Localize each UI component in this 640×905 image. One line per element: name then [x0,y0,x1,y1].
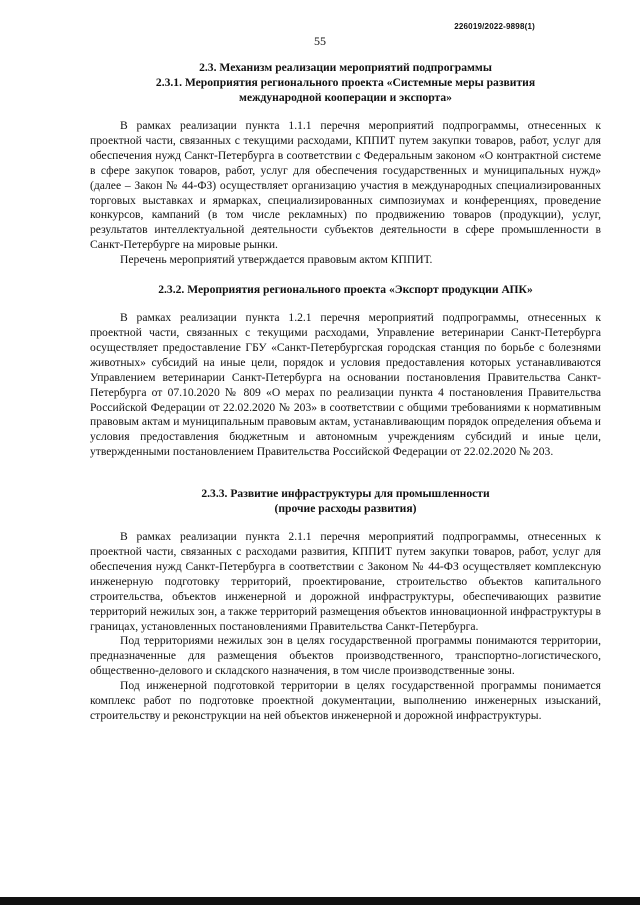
section-2-3-1-heading-cont: международной кооперации и экспорта» [239,91,452,104]
section-2-3-3-paragraph: В рамках реализации пункта 2.1.1 перечня мероприятий подпрограммы, отнесенных к проектной части, связанных с расходами развития, КППИТ путем закупки товаров, работ, услуг для обеспечения нужд Санкт-Петербурга в соответствии с Законом № 44-ФЗ осуществляет комплексную инженерную подготовку территорий, проектирование, строительство объектов капитального строительства, объектов инженерной и дорожной инфраструктуры, обеспечивающих развитие территорий нежилых зон, а также территорий размещения объектов инновационной инфраструктуры в границах, установленных постановлениями Правительства Санкт-Петербурга. [90,530,601,633]
section-2-3-heading: 2.3. Механизм реализации мероприятий подпрограммы [199,61,492,74]
document-body [90,60,601,724]
section-2-3-1-heading: 2.3.1. Мероприятия регионального проекта «Системные меры развития [155,76,536,89]
section-2-3-1-paragraph-2: Перечень мероприятий утверждается правовым актом КППИТ. [120,253,433,267]
scan-edge-bar [0,897,640,905]
section-2-3-3-paragraph-2: Под территориями нежилых зон в целях государственной программы понимаются территории, предназначенные для размещения объектов производственного, транспортно-логистического, общественно-делового и складского назначения, в том числе производственные зоны. [90,634,601,678]
section-2-3-3-heading: 2.3.3. Развитие инфраструктуры для промышленности [201,487,490,501]
page-number: 55 [314,34,326,48]
section-2-3-2-heading: 2.3.2. Мероприятия регионального проекта «Экспорт продукции АПК» [158,283,533,297]
section-2-3-3-subheading: (прочие расходы развития) [274,502,417,516]
section-2-3-2-paragraph: В рамках реализации пункта 1.2.1 перечня мероприятий подпрограммы, отнесенных к проектной части, связанных с текущими расходами, Управление ветеринарии Санкт-Петербурга осуществляет предоставление ГБУ «Санкт-Петербургская городская станция по борьбе с болезнями животных» субсидий на иные цели, порядок и условия предоставления которых устанавливаются Управлением ветеринарии Санкт-Петербурга на основании постановления Правительства Санкт-Петербурга от 07.10.2020 № 809 «О мерах по реализации пункта 4 постановления Правительства Российской Федерации от 22.02.2020 № 203» в соответствии с общими требованиями к нормативным правовым актам и муниципальным правовым актам, устанавливающим порядок определения объема и условия предоставления бюджетным и автономным учреждениям субсидий и иные цели, утвержденными постановлением Правительства Российской Федерации от 22.02.2020 № 203. [90,311,601,459]
section-2-3-1-paragraph: В рамках реализации пункта 1.1.1 перечня мероприятий подпрограммы, отнесенных к проектной части, связанных с текущими расходами, КППИТ путем закупки товаров, работ, услуг для обеспечения нужд Санкт-Петербурга в соответствии с Федеральным законом «О контрактной системе в сфере закупок товаров, работ, услуг для обеспечения государственных и муниципальных нужд» (далее – Закон № 44-ФЗ) осуществляет организацию участия в международных специализированных торговых выставках и ярмарках, специализированных симпозиумах и конференциях, проведение конкурсов, кампаний (в том числе рекламных) по продвижению товаров (продукции), услуг, результатов интеллектуальной деятельности субъектов деятельности в сфере промышленности в Санкт-Петербурге на мировые рынки. [90,119,601,252]
document-id: 226019/2022-9898(1) [454,22,535,31]
section-2-3-3-paragraph-3: Под инженерной подготовкой территории в целях государственной программы понимается комплекс работ по подготовке проектной документации, выполнению инженерных изысканий, строительству и реконструкции на ней объектов инженерной и дорожной инфраструктуры. [90,679,601,722]
